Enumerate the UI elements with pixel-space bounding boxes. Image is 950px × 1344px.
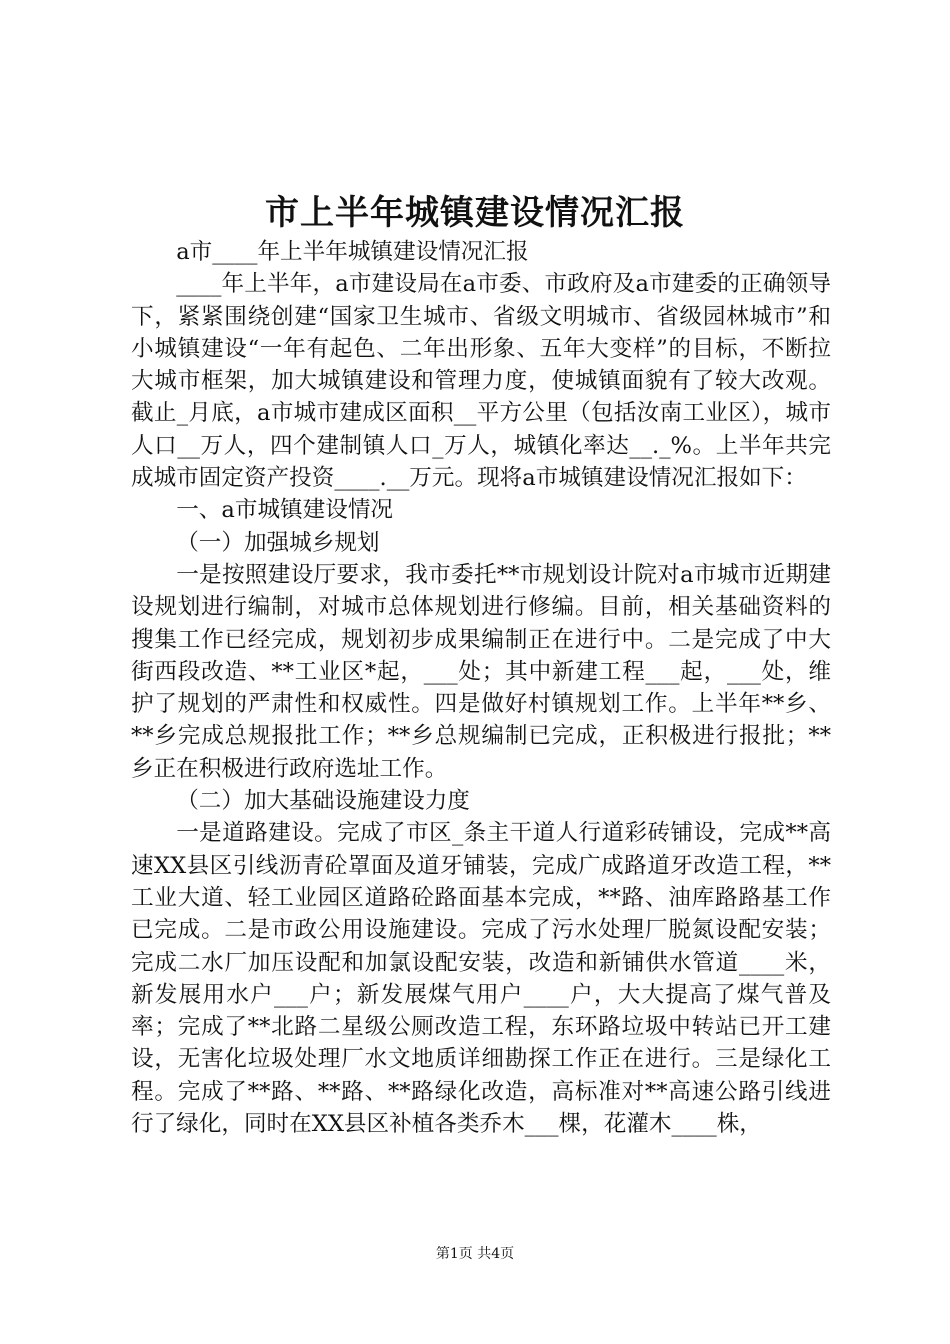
page-footer: 第1页 共4页 [435, 1246, 515, 1262]
paragraph-planning: 一是按照建设厅要求，我市委托**市规划设计院对a市城市近期建设规划进行编制，对城市总体规划进行修编。目前，相关基础资料的搜集工作已经完成，规划初步成果编制正在进行中。二是完成了中大街西段改造、**工业区*起，___处；其中新建工程___起，___处，维护了规划的严肃性和权威性。四是做好村镇规划工作。上半年**乡、**乡完成总规报批工作；**乡总规编制已完成，正积极进行报批；**乡正在积极进行政府选址工作。 [131, 561, 831, 782]
paragraph-infrastructure: 一是道路建设。完成了市区_条主干道人行道彩砖铺设，完成**高速XX县区引线沥青砼罩面及道牙铺装，完成广成路道牙改造工程，**工业大道、轻工业园区道路砼路面基本完成，**路、油库路路基工作已完成。二是市政公用设施建设。完成了污水处理厂脱氮设配安装；完成二水厂加压设配和加氯设配安装，改造和新铺供水管道____米，新发展用水户___户；新发展煤气用户____户，大大提高了煤气普及率；完成了**北路二星级公厕改造工程，东环路垃圾中转站已开工建设，无害化垃圾处理厂水文地质详细勘探工作正在进行。三是绿化工程。完成了**路、**路、**路绿化改造，高标准对**高速公路引线进行了绿化，同时在XX县区补植各类乔木___棵，花灌木____株， [131, 820, 831, 1138]
document-body [131, 236, 831, 1140]
document-title: 市上半年城镇建设情况汇报 [265, 193, 685, 233]
section-heading-1: 一、a市城镇建设情况 [176, 497, 394, 524]
subsection-heading-2: （二）加大基础设施建设力度 [176, 788, 470, 815]
subsection-heading-1: （一）加强城乡规划 [176, 529, 380, 556]
paragraph-intro: ____年上半年，a市建设局在a市委、市政府及a市建委的正确领导下，紧紧围绕创建“国家卫生城市、省级文明城市、省级园林城市”和小城镇建设“一年有起色、二年出形象、五年大变样”的目标，不断拉大城市框架，加大城镇建设和管理力度，使城镇面貌有了较大改观。截止_月底，a市城市建成区面积__平方公里（包括汝南工业区），城市人口__万人，四个建制镇人口_万人，城镇化率达__._%。上半年共完成城市固定资产投资____.__万元。现将a市城镇建设情况汇报如下： [131, 271, 831, 492]
paragraph-subtitle: a市____年上半年城镇建设情况汇报 [176, 239, 529, 265]
